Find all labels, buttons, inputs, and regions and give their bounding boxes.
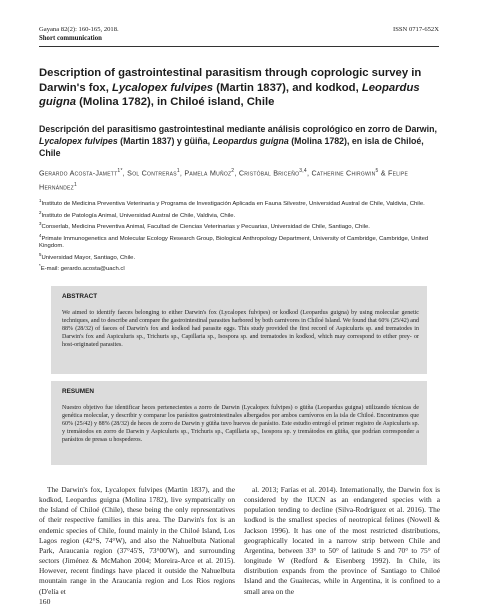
affiliation-item bbox=[39, 262, 439, 274]
author-affiliation-marker: 3,4 bbox=[299, 168, 307, 174]
resumen-box bbox=[51, 381, 427, 465]
article-title-spanish bbox=[39, 124, 439, 159]
body-column-left: The Darwin's fox, Lycalopex fulvipes (Martin 1837), and the kodkod, Leopardus guigna (Molina 1782), live sympatrically on the Island of Chiloé (Chile), these being the only representatives of their respective families in this area. The Darwin's fox is an endemic species of Chile, found mainly in the Chiloé Island, Los Lagos region (42°S, 74°W), and also the Nahuelbuta National Park, Araucania region (37°45'S, 73°00'W), and surrounding sectors (Jiménez & McMahon 2004; Moreira-Arce et al. 2015). However, recent findings have placed it outside the Nahuelbuta mountain range in the Araucania region and Los Rios regions (D'elía et bbox=[39, 485, 235, 596]
journal-header bbox=[39, 26, 119, 43]
author-separator: , bbox=[234, 168, 239, 178]
affiliation-text: Universidad Mayor, Santiago, Chile. bbox=[41, 254, 136, 261]
title-species: Leopardus guigna bbox=[39, 81, 420, 108]
affiliation-marker: 3 bbox=[39, 221, 42, 227]
article-title-english bbox=[39, 66, 439, 110]
author-name: Cristóbal Briceño bbox=[238, 168, 300, 178]
author-name: Catherine Chirgwin bbox=[311, 168, 376, 178]
affiliation-item bbox=[39, 197, 439, 209]
affiliation-text: Instituto de Medicina Preventiva Veterinaria y Programa de Investigación Aplicada en Fauna Silvestre, Universidad Austral de Chile, Valdivia, Chile. bbox=[41, 200, 425, 207]
affiliation-text: Conserlab, Medicina Preventiva Animal, Facultad de Ciencias Veterinarias y Pecuarias, Universidad de Chile, Santiago, Chile. bbox=[41, 224, 370, 231]
affiliation-item bbox=[39, 232, 439, 251]
title-part: (Molina 1782), in Chiloé island, Chile bbox=[76, 96, 275, 108]
article-type: Short communication bbox=[39, 34, 102, 42]
author-name: Gerardo Acosta-Jamett bbox=[39, 168, 118, 178]
author-affiliation-marker: 1* bbox=[117, 168, 123, 174]
resumen-text: Nuestro objetivo fue identificar heces pertenecientes a zorro de Darwin (Lycalopex fulvipes) o güiña (Leopardus guigna) utilizando técnicas de genética molecular, y describir y comparar los parásitos gastrointestinales albergados por ambos carnívoros en la isla de Chiloé. Encontramos que 60% (25/42) y 88% (28/32) de heces de zorro de Darwin y güiña tuvo huevos de parásito. Este estudio entregó el primer registro de Aspiculuris sp. y tremátodos en zorro de Darwin y Aspiculuris sp., Trichuris sp., Capillaria sp., Isospora sp. y tremátodos en güiña, que podrían corresponder a parásitos de presas u hospederos. bbox=[62, 405, 419, 444]
author-name: Pamela Muñoz bbox=[184, 168, 232, 178]
resumen-heading: RESUMEN bbox=[62, 388, 94, 395]
title-part: (Martin 1837) y güiña, bbox=[117, 135, 213, 146]
author-affiliation-marker: 5 bbox=[375, 168, 379, 174]
title-part: (Martin 1837), and kodkod, bbox=[213, 81, 362, 94]
affiliation-marker: * bbox=[39, 263, 41, 269]
author-separator: & bbox=[378, 168, 389, 178]
affiliation-marker: 5 bbox=[39, 251, 42, 257]
author-separator: , bbox=[122, 168, 128, 178]
abstract-heading: ABSTRACT bbox=[62, 293, 98, 300]
author-name: Sol Contreras bbox=[127, 168, 177, 178]
affiliation-item bbox=[39, 209, 439, 221]
affiliations bbox=[39, 197, 439, 274]
affiliation-text: Instituto de Patología Animal, Universidad Austral de Chile, Valdivia, Chile. bbox=[41, 212, 236, 219]
affiliation-marker: 1 bbox=[39, 198, 42, 203]
body-column-right: al. 2013; Farías et al. 2014). Internationally, the Darwin fox is considered by the IUCN as an endangered species with a population tending to decline (Silva-Rodríguez et al. 2016). The kodkod is the smallest species of neotropical felines (Nowell & Jackson 1996). It has one of the most restricted distributions, geographically located in a narrow strip between Chile and Argentina, between 33° to 50° of latitude S and 70° to 75° of longitude W (Redford & Eisenberg 1992). In Chile, its distribution expands from the province of Santiago to Chiloé Island and the Guaitecas, while in Argentina, it is confined to a small area on the bbox=[244, 485, 440, 596]
issn-label: ISSN 0717-652X bbox=[393, 26, 439, 33]
author-affiliation-marker: 1 bbox=[73, 182, 77, 189]
author-separator: , bbox=[179, 168, 185, 178]
author-affiliation-marker: 1 bbox=[176, 168, 180, 174]
author-list bbox=[39, 165, 439, 194]
page-number: 160 bbox=[39, 597, 51, 606]
affiliation-text: Primate Immunogenetics and Molecular Ecology Research Group, Biological Anthropology Department, University of Cambridge, Cambridge, United Kingdom. bbox=[39, 235, 429, 250]
affiliation-marker: 2 bbox=[39, 209, 42, 215]
affiliation-marker: 4 bbox=[39, 232, 42, 238]
title-part: (Molina 1782), en isla de Chiloé, Chile bbox=[39, 135, 424, 158]
author-affiliation-marker: 2 bbox=[231, 168, 235, 174]
title-species: Lycalopex fulvipes bbox=[112, 81, 214, 94]
affiliation-item bbox=[39, 251, 439, 263]
affiliation-text: E-mail: gerardo.acosta@uach.cl bbox=[40, 266, 125, 273]
journal-citation: Gayana 82(2): 160-165, 2018. bbox=[39, 26, 119, 33]
affiliation-item bbox=[39, 220, 439, 232]
title-part: Description of gastrointestinal parasitism through coprologic survey in Darwin's fox, bbox=[39, 67, 422, 94]
title-part: Descripción del parasitismo gastrointestinal mediante análisis coprológico en zorro de Darwin, bbox=[39, 124, 437, 134]
header-divider bbox=[39, 46, 439, 47]
abstract-box bbox=[51, 286, 427, 374]
title-species: Leopardus guigna bbox=[212, 135, 289, 146]
title-species: Lycalopex fulvipes bbox=[39, 135, 118, 146]
author-separator: , bbox=[306, 168, 312, 178]
author-name: Felipe Hernández bbox=[39, 168, 409, 192]
abstract-text: We aimed to identify faeces belonging to either Darwin's fox (Lycalopex fulvipes) or kodkod (Leopardus guigna) by using molecular genetic techniques, and to describe and compare the gastrointestinal parasites harbored by both carnivores in Chiloé Island. We found that 60% (25/42) and 88% (28/32) of faeces of Darwin's fox and kodkod had parasite eggs. This study provided the first record of Aspiculuris sp. and trematodes in Darwin's fox and Aspiculuris sp., Trichuris sp., Capillaria sp., Isospora sp. and trematodes in kodkod, which may correspond to either prey- or host-originated parasites. bbox=[62, 310, 419, 349]
